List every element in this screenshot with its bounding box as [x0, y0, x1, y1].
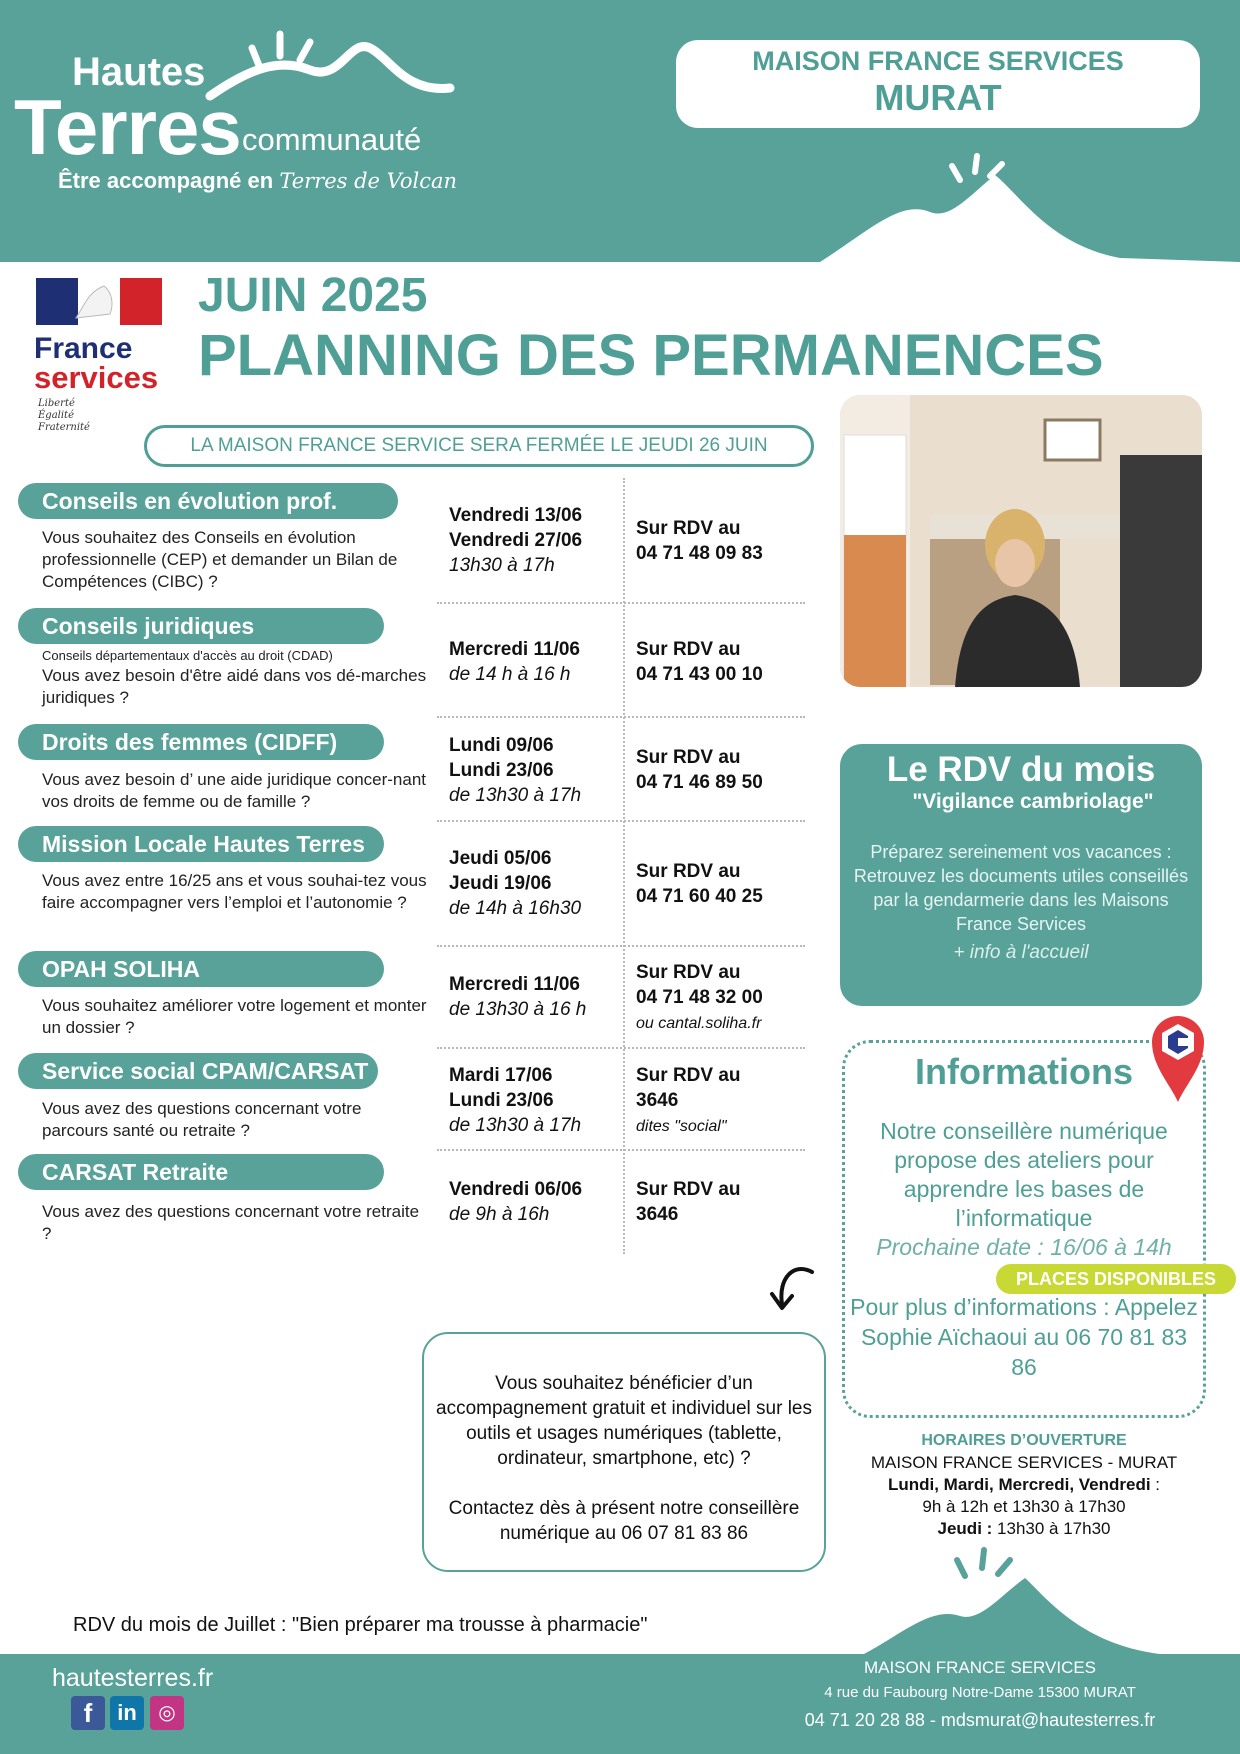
curved-arrow-icon — [762, 1260, 818, 1316]
column-separator — [623, 478, 625, 1254]
instagram-icon[interactable]: ◎ — [150, 1696, 184, 1730]
service-date: Mercredi 11/06 — [449, 974, 580, 995]
horaires-sep: : — [1150, 1475, 1161, 1494]
service-pill-cep: Conseils en évolution prof. — [18, 483, 398, 519]
service-date: Jeudi 19/06 — [449, 873, 552, 894]
rdv-subtitle: "Vigilance cambriolage" — [912, 790, 1154, 813]
contact-label: Sur RDV au — [636, 747, 741, 768]
contact-web: ou cantal.soliha.fr — [636, 1015, 762, 1032]
service-contact-carsat — [636, 1177, 741, 1227]
rdv-title: Le RDV du mois — [886, 750, 1156, 789]
service-desc-text: Vous avez besoin d'être aidé dans vos dé-marches juridiques ? — [42, 666, 427, 707]
info-call: Pour plus d’informations : Appelez Sophie Aïchaoui au 06 70 81 83 86 — [850, 1294, 1198, 1380]
service-desc-cep: Vous souhaitez des Conseils en évolution professionnelle (CEP) et demander un Bilan de Compétences (CIBC) ? — [42, 528, 398, 591]
rdv-info: + info à l'accueil — [953, 942, 1089, 963]
row-separator — [437, 1149, 805, 1151]
tagline-script: Terres de Volcan — [279, 169, 458, 193]
service-hours: 13h30 à 17h — [449, 555, 555, 576]
horaires-title: HORAIRES D’OUVERTURE — [921, 1432, 1127, 1449]
logo-hautes: Hautes — [72, 50, 206, 94]
service-date: Vendredi 13/06 — [449, 505, 583, 526]
service-hours: de 14h à 16h30 — [449, 898, 582, 919]
advisor-photo — [840, 395, 1202, 687]
marianne-flag-icon — [36, 278, 162, 325]
service-date: Lundi 23/06 — [449, 760, 554, 781]
service-dates-cpam — [449, 1063, 581, 1138]
footer-phone-email: 04 71 20 28 88 - mdsmurat@hautesterres.fr — [804, 1710, 1156, 1730]
service-contact-cidff — [636, 745, 763, 795]
service-desc-opah: Vous souhaitez améliorer votre logement et monter un dossier ? — [42, 996, 427, 1037]
contact-label: Sur RDV au — [636, 1179, 741, 1200]
motto-egalite: Égalité — [38, 410, 74, 421]
service-hours: de 13h30 à 17h — [449, 1115, 582, 1136]
service-contact-cep — [636, 516, 763, 566]
logo-communaute: communauté — [242, 122, 422, 157]
logo-terres: Terres — [14, 83, 241, 171]
horaires-hours2: 13h30 à 17h30 — [992, 1519, 1111, 1538]
facebook-icon[interactable]: f — [71, 1696, 105, 1730]
horaires-place: MAISON FRANCE SERVICES - MURAT — [870, 1453, 1178, 1472]
service-contact-cpam — [636, 1063, 741, 1139]
tagline-prefix: Être accompagné en — [58, 168, 274, 193]
france-services-line1: France — [34, 332, 133, 365]
service-date: Vendredi 27/06 — [449, 530, 583, 551]
contact-phone: 3646 — [636, 1090, 679, 1111]
contact-phone: 04 71 60 40 25 — [636, 886, 763, 907]
info-title: Informations — [914, 1051, 1133, 1092]
horaires-days2: Jeudi : — [937, 1519, 993, 1538]
service-dates-mission-locale — [449, 846, 581, 921]
logo-tagline — [58, 168, 457, 194]
contact-label: Sur RDV au — [636, 639, 741, 660]
contact-phone: 04 71 43 00 10 — [636, 664, 763, 685]
footer-mountain-shape — [860, 1536, 1240, 1656]
service-pill-cpam: Service social CPAM/CARSAT — [18, 1053, 378, 1089]
service-desc-cidff: Vous avez besoin d’ une aide juridique concer-nant vos droits de femme ou de famille ? — [42, 770, 427, 811]
france-services-line2: services — [34, 360, 159, 395]
service-contact-juridique — [636, 637, 763, 687]
service-hours: de 13h30 à 17h — [449, 785, 582, 806]
footer-address: 4 rue du Faubourg Notre-Dame 15300 MURAT — [824, 1684, 1136, 1701]
contact-phone: 04 71 48 32 00 — [636, 987, 763, 1008]
service-pill-opah: OPAH SOLIHA — [18, 951, 384, 987]
service-hours: de 14 h à 16 h — [449, 664, 571, 685]
service-desc-juridique — [42, 647, 432, 709]
horaires-hours1: 9h à 12h et 13h30 à 17h30 — [922, 1497, 1126, 1516]
row-separator — [437, 820, 805, 822]
contact-phone: 04 71 46 89 50 — [636, 772, 763, 793]
row-separator — [437, 945, 805, 947]
website-link[interactable]: hautesterres.fr — [52, 1664, 214, 1692]
contact-label: Sur RDV au — [636, 962, 741, 983]
service-contact-opah — [636, 960, 763, 1036]
horaires-line1 — [846, 1474, 1202, 1496]
row-separator — [437, 716, 805, 718]
motto-liberte: Liberté — [38, 398, 75, 409]
service-note-cdad: Conseils départementaux d'accès au droit (CDAD) — [42, 648, 333, 663]
service-dates-juridique — [449, 637, 580, 687]
service-pill-carsat: CARSAT Retraite — [18, 1154, 384, 1190]
header-mountain-shape — [820, 150, 1240, 262]
service-contact-mission-locale — [636, 859, 763, 909]
location-pin-icon — [1150, 1014, 1206, 1104]
rdv-du-mois-box — [840, 744, 1202, 1006]
contact-phone: 04 71 48 09 83 — [636, 543, 763, 564]
service-date: Mardi 17/06 — [449, 1065, 553, 1086]
page-title: PLANNING DES PERMANENCES — [198, 323, 1104, 388]
motto-fraternite: Fraternité — [38, 422, 90, 433]
info-text: Notre conseillère numérique propose des ateliers pour apprendre les bases de l’informatique — [880, 1118, 1168, 1231]
service-date: Lundi 09/06 — [449, 735, 554, 756]
service-pill-cidff: Droits des femmes (CIDFF) — [18, 724, 384, 760]
service-pill-juridique: Conseils juridiques — [18, 608, 384, 644]
header-city: MURAT — [874, 77, 1002, 118]
numerique-contact: Contactez dès à présent notre conseillère numérique au 06 07 81 83 86 — [448, 1498, 800, 1544]
service-desc-cpam: Vous avez des questions concernant votre parcours santé ou retraite ? — [42, 1099, 362, 1140]
service-pill-mission-locale: Mission Locale Hautes Terres — [18, 826, 384, 862]
numerique-box — [422, 1332, 826, 1572]
rdv-text: Préparez sereinement vos vacances : Retrouvez les documents utiles conseillés par la gendarmerie dans les Maisons France Services — [853, 842, 1189, 934]
footer-contact — [760, 1656, 1200, 1731]
page-month: JUIN 2025 — [198, 269, 428, 322]
service-hours: de 13h30 à 16 h — [449, 999, 587, 1020]
contact-label: Sur RDV au — [636, 518, 741, 539]
service-date: Jeudi 05/06 — [449, 848, 552, 869]
contact-note: dites "social" — [636, 1118, 727, 1135]
places-disponibles-badge: PLACES DISPONIBLES — [996, 1264, 1236, 1294]
horaires-days1: Lundi, Mardi, Mercredi, Vendredi — [887, 1475, 1151, 1494]
service-hours: de 9h à 16h — [449, 1204, 550, 1225]
header-title-box — [676, 40, 1200, 128]
row-separator — [437, 602, 805, 604]
service-date: Lundi 23/06 — [449, 1090, 554, 1111]
service-dates-cidff — [449, 733, 581, 808]
numerique-question: Vous souhaitez bénéficier d’un accompagnement gratuit et individuel sur les outils et usages numériques (tablette, ordinateur, smartphone, etc) ? — [436, 1373, 812, 1469]
info-next-date: Prochaine date : 16/06 à 14h — [876, 1234, 1172, 1260]
horaires-block — [846, 1430, 1202, 1540]
contact-phone: 3646 — [636, 1204, 679, 1225]
closed-notice: LA MAISON FRANCE SERVICE SERA FERMÉE LE JEUDI 26 JUIN — [144, 425, 814, 467]
contact-label: Sur RDV au — [636, 861, 741, 882]
footer-org: MAISON FRANCE SERVICES — [863, 1658, 1097, 1677]
service-dates-carsat — [449, 1177, 582, 1227]
row-separator — [437, 1047, 805, 1049]
linkedin-icon[interactable]: in — [110, 1696, 144, 1730]
republic-motto — [38, 398, 90, 434]
service-dates-cep — [449, 503, 582, 578]
service-date: Vendredi 06/06 — [449, 1179, 583, 1200]
contact-label: Sur RDV au — [636, 1065, 741, 1086]
service-desc-mission-locale: Vous avez entre 16/25 ans et vous souhai-tez vous faire accompagner vers l’emploi et l’autonomie ? — [42, 871, 427, 912]
service-date: Mercredi 11/06 — [449, 639, 580, 660]
service-dates-opah — [449, 972, 586, 1022]
service-desc-carsat: Vous avez des questions concernant votre retraite ? — [42, 1202, 420, 1243]
header-org: MAISON FRANCE SERVICES — [752, 46, 1124, 76]
july-rdv: RDV du mois de Juillet : "Bien préparer ma trousse à pharmacie" — [73, 1614, 648, 1636]
